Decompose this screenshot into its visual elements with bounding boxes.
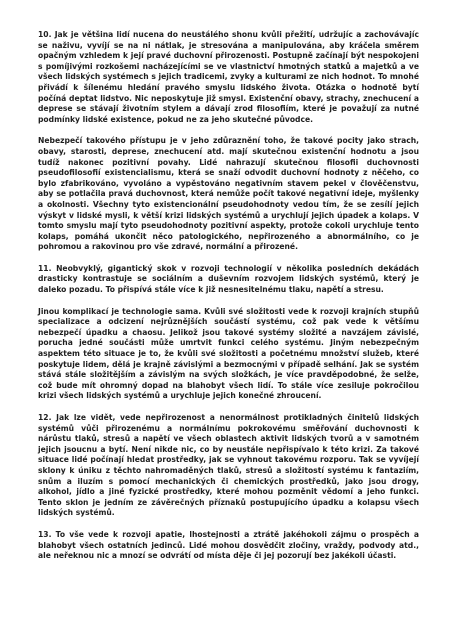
paragraph-10-continued: Nebezpečí takového přístupu je v jeho zdůraznění toho, že takové pocity jako strach, obavy, starosti, deprese, znechucení atd. mají skutečnou existenční hodnotu a jsou tudíž nakonec pozitivní povahy. Lidé nahrazují skutečnou filosofii duchovnosti pseudofilosofií existencialismu, která se snaží odvodit duchovní hodnoty z něčeho, co bylo zfabrikováno, vyvoláno a vypěstováno negativním stavem pekel v člověčenstvu, aby se potlačila pravá duchovnost, která nemůže počít takové negativní ideje, myšlenky a okolnosti. Všechny tyto existencionální pseudohodnoty vedou tím, že se zesílí jejich výskyt v lidské mysli, k větší krizi lidských systémů a urychlují jejich úpadek a kolaps. V tomto smyslu mají tyto pseudohodnoty pozitivní aspekty, protože cokoli urychluje tento kolaps, pomáhá ukončit něco patologického, nepřirozeného a abnormálního, co je pohromou a rakovinou pro vše zdravé, normální a přirozené. (38, 136, 419, 252)
paragraph-11-continued: Jinou komplikací je technologie sama. Kvůli své složitosti vede k rozvoji krajních stupňů specializace a odcizení nejrůznějších součástí systému, což pak vede k většímu nebezpečí úpadku a chaosu. Jelikož jsou takové systémy složité a navzájem závislé, porucha jedné součásti může umrtvit funkci celého systému. Jiným nebezpečným aspektem této situace je to, že kvůli své složitosti a početnému množství služeb, které poskytuje lidem, dělá je krajně závislými a bezmocnými v případě selhání. Jak se systém stává stále složitějším a závislým na svých složkách, je více pravděpodobné, že selže, což bude mít ohromný dopad na blahobyt všech lidí. To stále více zesiluje pokročilou krizi všech lidských systémů a urychluje jejich konečné zhroucení. (38, 306, 419, 401)
paragraph-10: 10. Jak je většina lidí nucena do neustálého shonu kvůli přežití, udržujíc a zachovávajíc se naživu, vyvíjí se na ni nátlak, je stresována a manipulována, aby kráčela směrem opačným vzhledem k její pravé duchovní přirozenosti. Postupně začínají být nespokojeni s pomíjivými rozkošemi nacházejícími se ve vlastnictví hmotných statků a majetků a ve všech lidských systémech s jejich tradicemi, zvyky a kulturami ze nich hodnot. To mnohé přivádí k šílenému hledání pravého smyslu lidského života. Otázka o hodnotě bytí počíná deptat lidstvo. Nic neposkytuje již smysl. Existenční obavy, strachy, znechucení a deprese se stávají životním stylem a dávají zrod filosofiím, které je považují za nutné podmínky lidské existence, pokud ne za jeho skutečné původce. (38, 30, 419, 124)
paragraph-12: 12. Jak lze vidět, vede nepřirozenost a nenormálnost protikladných činitelů lidských systémů vůči přirozenému a normálnímu pokrokovému směřování duchovnosti k nárůstu tlaků, stresů a napětí ve všech oblastech aktivit lidských tvorů a v samotném jejich jsoucnu a bytí. Není nikde nic, co by neustále nepřispívalo k této krizi. Za takové situace lidé počínají hledat prostředky, jak se vyhnout takovému rozporu. Tak se vyvíjejí sklony k úniku z těchto nahromaděných tlaků, stresů a složitostí systému k fantaziím, snům a iluzím s pomocí mechanických či chemických prostředků, jako jsou drogy, alkohol, jídlo a jiné fyzické prostředky, které mohou pozměnit vědomí a jeho funkci. Tento sklon je jedním ze závěrečných příznaků postupujícího úpadku a kolapsu všech lidských systémů. (38, 413, 419, 518)
paragraph-13: 13. To vše vede k rozvoji apatie, lhostejnosti a ztrátě jakéhokoli zájmu o prospěch a blahobyt všech ostatních jedinců. Lidé mohou dosvědčit zločiny, vraždy, podvody atd., ale neřeknou nic a mnozí se odvrátí od místa děje či jej pozorují bez jakékoli účasti. (38, 529, 419, 561)
paragraph-11: 11. Neobvyklý, gigantický skok v rozvoji technologií v několika posledních dekádách drasticky kontrastuje se sociálním a duševním rozvojem lidských systémů, který je daleko pozadu. To přispívá stále více k již nesnesitelnému tlaku, napětí a stresu. (38, 263, 419, 295)
